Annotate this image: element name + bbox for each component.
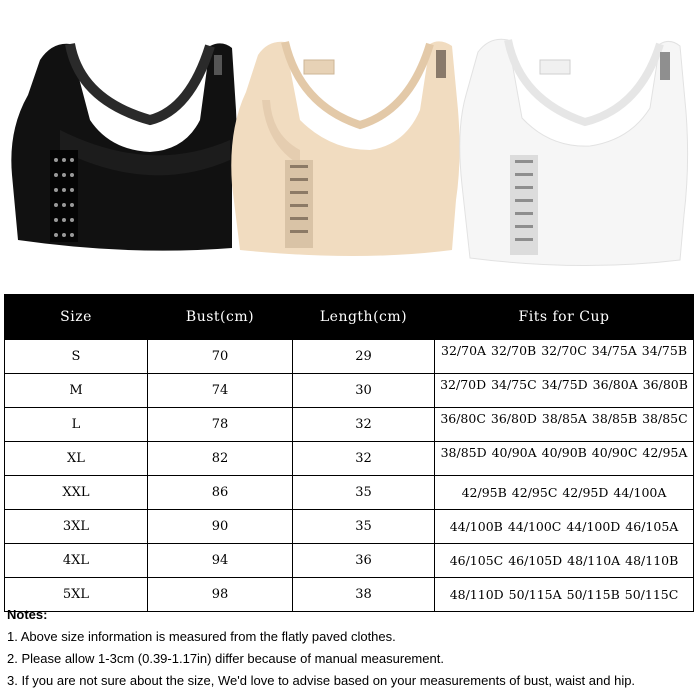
size-cell: XXL <box>5 476 148 510</box>
cup-text: 44/100B 44/100C 44/100D 46/105A <box>449 519 679 534</box>
size-chart-table <box>4 294 694 612</box>
note-line: 2. Please allow 1-3cm (0.39-1.17in) differ because of manual measurement. <box>7 651 444 666</box>
bust-cell: 78 <box>148 408 293 442</box>
size-cell: 4XL <box>5 544 148 578</box>
length-cell: 29 <box>293 340 435 374</box>
note-line: 3. If you are not sure about the size, We'd love to advise based on your measurements of bust, waist and hip. <box>7 673 636 688</box>
cup-cell <box>435 340 694 374</box>
table-row <box>5 476 694 510</box>
notes-title: Notes: <box>7 607 48 622</box>
size-cell: L <box>5 408 148 442</box>
length-cell: 35 <box>293 510 435 544</box>
cup-text: 32/70D 34/75C 34/75D 36/80A 36/80B <box>440 377 688 392</box>
length-cell: 32 <box>293 408 435 442</box>
cup-cell <box>435 442 694 476</box>
header-fits-for-cup: Fits for Cup <box>435 295 694 340</box>
cup-cell <box>435 408 694 442</box>
cup-text: 36/80C 36/80D 38/85A 38/85B 38/85C <box>440 411 688 426</box>
header-bust: Bust(cm) <box>148 295 293 340</box>
bust-cell: 82 <box>148 442 293 476</box>
note-line: 1. Above size information is measured from the flatly paved clothes. <box>7 629 396 644</box>
cup-cell <box>435 476 694 510</box>
size-cell: M <box>5 374 148 408</box>
beige-bra-image <box>231 41 459 256</box>
bust-cell: 70 <box>148 340 293 374</box>
cup-text: 32/70A 32/70B 32/70C 34/75A 34/75B <box>441 343 687 358</box>
size-cell: 5XL <box>5 578 148 612</box>
header-length: Length(cm) <box>293 295 435 340</box>
bust-cell: 74 <box>148 374 293 408</box>
size-cell: S <box>5 340 148 374</box>
black-bra-image <box>11 43 236 250</box>
cup-text: 38/85D 40/90A 40/90B 40/90C 42/95A <box>440 445 688 460</box>
cup-text: 46/105C 46/105D 48/110A 48/110B <box>449 553 679 568</box>
notes-section <box>7 607 697 695</box>
bust-cell: 86 <box>148 476 293 510</box>
length-cell: 32 <box>293 442 435 476</box>
cup-cell <box>435 510 694 544</box>
table-header-row <box>5 295 694 340</box>
length-cell: 30 <box>293 374 435 408</box>
cup-text: 42/95B 42/95C 42/95D 44/100A <box>461 485 667 500</box>
size-cell: 3XL <box>5 510 148 544</box>
table-row <box>5 340 694 374</box>
table-row <box>5 374 694 408</box>
cup-text: 48/110D 50/115A 50/115B 50/115C <box>449 587 679 602</box>
bust-cell: 94 <box>148 544 293 578</box>
bust-cell: 98 <box>148 578 293 612</box>
size-cell: XL <box>5 442 148 476</box>
table-row <box>5 408 694 442</box>
length-cell: 36 <box>293 544 435 578</box>
length-cell: 38 <box>293 578 435 612</box>
product-photos <box>0 0 700 285</box>
length-cell: 35 <box>293 476 435 510</box>
cup-cell <box>435 374 694 408</box>
table-row <box>5 510 694 544</box>
header-size: Size <box>5 295 148 340</box>
bust-cell: 90 <box>148 510 293 544</box>
table-row <box>5 544 694 578</box>
table-row <box>5 442 694 476</box>
cup-cell <box>435 544 694 578</box>
white-bra-image <box>460 39 688 265</box>
